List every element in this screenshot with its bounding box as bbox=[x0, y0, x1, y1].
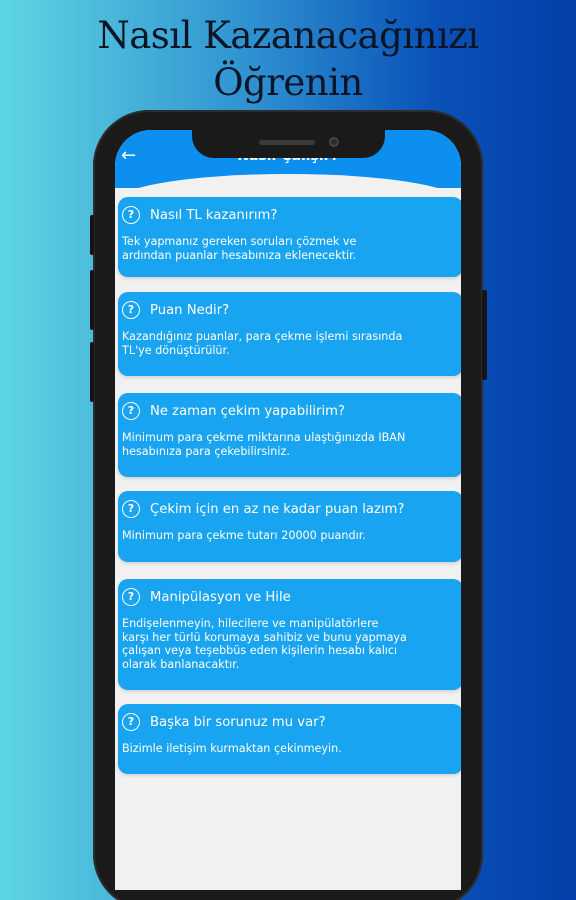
phone-notch bbox=[192, 118, 385, 158]
faq-body: Minimum para çekme tutarı 20000 puandır. bbox=[122, 529, 366, 542]
faq-body: Endişelenmeyin, hilecilere ve manipülatörlere karşı her türlü korumaya sahibiz ve bunu yapmaya çalışan veya teşebbüs eden kişilerin hesabı kalıcı olarak banlanacaktır. bbox=[122, 617, 407, 671]
faq-card[interactable] bbox=[118, 292, 461, 376]
question-circle-icon: ? bbox=[122, 500, 140, 518]
faq-card[interactable] bbox=[118, 393, 461, 477]
arrow-left-icon[interactable]: ← bbox=[121, 145, 137, 166]
question-circle-icon: ? bbox=[122, 301, 140, 319]
faq-body: Kazandığınız puanlar, para çekme işlemi sırasında TL'ye dönüştürülür. bbox=[122, 330, 403, 357]
question-circle-icon: ? bbox=[122, 206, 140, 224]
faq-title: Manipülasyon ve Hile bbox=[150, 589, 291, 605]
camera-icon bbox=[329, 137, 339, 147]
faq-card[interactable] bbox=[118, 579, 461, 690]
faq-card[interactable] bbox=[118, 704, 461, 774]
promo-title-line2: Öğrenin bbox=[213, 61, 363, 104]
question-circle-icon: ? bbox=[122, 713, 140, 731]
faq-title: Puan Nedir? bbox=[150, 302, 230, 318]
faq-card[interactable] bbox=[118, 197, 461, 277]
faq-body: Minimum para çekme miktarına ulaştığınızda IBAN hesabınıza para çekebilirsiniz. bbox=[122, 431, 406, 458]
phone-side-button-left-1 bbox=[90, 215, 94, 255]
question-circle-icon: ? bbox=[122, 588, 140, 606]
phone-side-button-left-2 bbox=[90, 270, 94, 330]
phone-side-button-left-3 bbox=[90, 342, 94, 402]
phone-speaker bbox=[259, 140, 315, 145]
faq-title: Başka bir sorunuz mu var? bbox=[150, 714, 326, 730]
faq-title: Çekim için en az ne kadar puan lazım? bbox=[150, 501, 405, 517]
faq-body: Tek yapmanız gereken soruları çözmek ve ardından puanlar hesabınıza eklenecektir. bbox=[122, 235, 357, 262]
question-circle-icon: ? bbox=[122, 402, 140, 420]
promo-title-line1: Nasıl Kazanacağınızı bbox=[97, 14, 479, 57]
promo-title bbox=[0, 12, 576, 106]
phone-side-button-right bbox=[482, 290, 487, 380]
faq-title: Nasıl TL kazanırım? bbox=[150, 207, 278, 223]
app-screen bbox=[115, 130, 461, 890]
faq-card[interactable] bbox=[118, 491, 461, 562]
faq-title: Ne zaman çekim yapabilirim? bbox=[150, 403, 345, 419]
faq-body: Bizimle iletişim kurmaktan çekinmeyin. bbox=[122, 742, 342, 755]
